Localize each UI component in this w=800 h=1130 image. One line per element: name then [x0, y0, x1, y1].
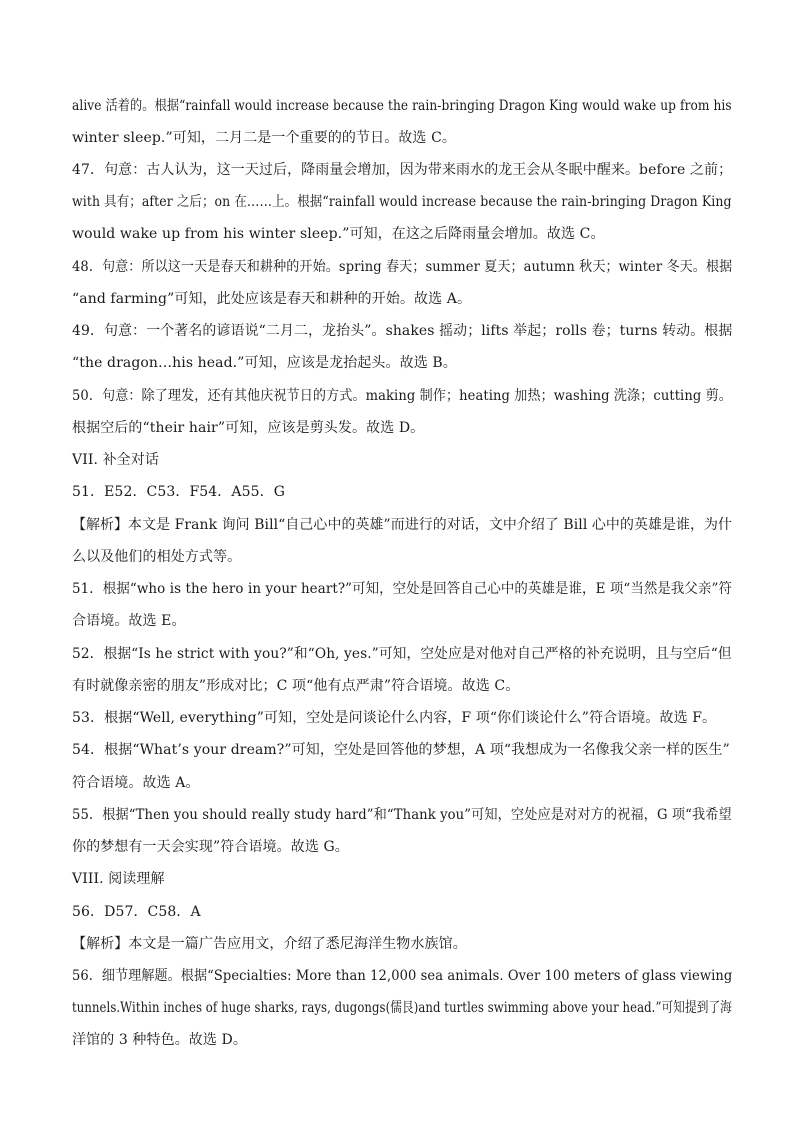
answer-line: 51．E52．C53．F54．A55．G: [72, 484, 286, 500]
text-line: “and farming”可知，此处应该是春天和耕种的开始。故选 A。: [72, 291, 472, 307]
answer-line: 56．D57．C58．A: [72, 904, 201, 920]
text-line: 53．根据“Well, everything”可知，空处是问谈论什么内容，F 项“你们谈论什么”符合语境。故选 F。: [72, 710, 717, 726]
text-line: 48．句意：所以这一天是春天和耕种的开始。spring 春天；summer 夏天；autumn 秋天；winter 冬天。根据: [72, 259, 733, 275]
text-line: with 具有；after 之后；on 在……上。根据“rainfall would increase because the rain-bringing Dragon King: [72, 194, 732, 210]
section-heading: VII. 补全对话: [72, 452, 159, 468]
text-line: 50．句意：除了理发，还有其他庆祝节日的方式。making 制作；heating 加热；washing 洗涤；cutting 剪。: [72, 388, 732, 404]
text-line: 有时就像亲密的朋友”形成对比；C 项“他有点严肃”符合语境。故选 C。: [72, 678, 520, 694]
text-line: 根据空后的“their hair”可知，应该是剪头发。故选 D。: [72, 420, 425, 436]
text-line: 【解析】本文是 Frank 询问 Bill“自己心中的英雄”而进行的对话，文中介绍了 Bill 心中的英雄是谁，为什: [72, 517, 733, 533]
text-line: winter sleep.”可知，二月二是一个重要的的节日。故选 C。: [72, 130, 456, 146]
text-line: 54．根据“What’s your dream?”可知，空处是回答他的梦想，A 项“我想成为一名像我父亲一样的医生”: [72, 742, 730, 758]
text-line: would wake up from his winter sleep.”可知，在这之后降雨量会增加。故选 C。: [72, 226, 605, 242]
text-line: 合语境。故选 E。: [72, 613, 186, 629]
text-line: 符合语境。故选 A。: [72, 775, 200, 791]
text-line: 51．根据“who is the hero in your heart?”可知，空处是回答自己心中的英雄是谁，E 项“当然是我父亲”符: [72, 581, 732, 597]
text-line: 49．句意：一个著名的谚语说“二月二，龙抬头”。shakes 摇动；lifts 举起；rolls 卷；turns 转动。根据: [72, 323, 733, 339]
text-line: 洋馆的 3 种特色。故选 D。: [72, 1032, 247, 1048]
text-line: 55．根据“Then you should really study hard”和“Thank you”可知，空处应是对对方的祝福，G 项“我希望: [72, 807, 732, 823]
text-line: 47．句意：古人认为，这一天过后，降雨量会增加，因为带来雨水的龙王会从冬眠中醒来。before 之前；: [72, 162, 733, 178]
text-line: 52．根据“Is he strict with you?”和“Oh, yes.”可知，空处应是对他对自己严格的补充说明，且与空后“但: [72, 646, 732, 662]
text-line: “the dragon…his head.”可知，应该是龙抬起头。故选 B。: [72, 355, 457, 371]
text-line: 【解析】本文是一篇广告应用文，介绍了悉尼海洋生物水族馆。: [72, 936, 467, 952]
text-line: 么以及他们的相处方式等。: [72, 549, 242, 565]
text-line: 56．细节理解题。根据“Specialties: More than 12,000 sea animals. Over 100 meters of glass viewing: [72, 968, 733, 984]
section-heading: VIII. 阅读理解: [72, 871, 165, 887]
text-line: 你的梦想有一天会实现”符合语境。故选 G。: [72, 839, 349, 855]
text-line: alive 活着的。根据“rainfall would increase because the rain-bringing Dragon King would wake up from his: [72, 98, 732, 114]
text-line: tunnels.Within inches of huge sharks, rays, dugongs(儒艮)and turtles swimming above your head.”可知提到了海: [72, 1000, 732, 1016]
